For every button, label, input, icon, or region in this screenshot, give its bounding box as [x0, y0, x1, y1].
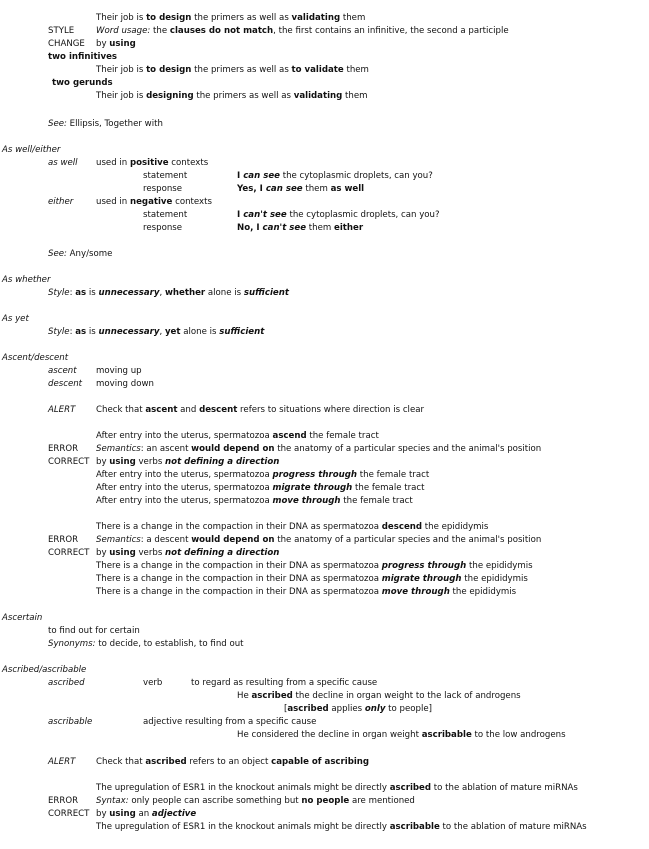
text-run: : an ascent [140, 444, 192, 454]
text-run: He [237, 691, 252, 701]
text-run: : a descent [140, 535, 192, 545]
text-run: whether [164, 288, 206, 298]
text-line [96, 444, 541, 455]
text-line [143, 210, 187, 221]
text-run: an [135, 809, 152, 819]
text-run: moving down [96, 379, 154, 389]
text-run: Semantics [96, 444, 141, 454]
text-line [96, 757, 369, 768]
text-line [48, 288, 289, 299]
text-line [96, 39, 136, 50]
text-line [96, 91, 368, 102]
text-run: two infinitives [48, 52, 118, 62]
text-run: the female tract [340, 496, 413, 506]
text-line [96, 783, 578, 794]
text-run: CHANGE [48, 39, 85, 49]
text-run: designing [146, 91, 194, 101]
text-run: CORRECT [48, 457, 90, 467]
text-line [96, 366, 142, 377]
text-run: them [302, 184, 331, 194]
text-run: to design [146, 65, 192, 75]
text-run: them [340, 13, 366, 23]
text-run: See: [48, 249, 67, 259]
text-run: Semantics [96, 535, 141, 545]
text-run: to design [146, 13, 192, 23]
text-run: ascribed [389, 783, 432, 793]
text-run: descent [48, 379, 83, 389]
text-run: to find out for certain [48, 626, 140, 636]
text-line [48, 809, 89, 820]
text-run: Their job is [96, 91, 147, 101]
text-run: , the first contains an infinitive, the second a participle [273, 26, 509, 36]
text-run: ascribable [389, 822, 440, 832]
text-run: sufficient [219, 327, 265, 337]
text-line [48, 457, 89, 468]
text-run: There is a change in the compaction in their DNA as spermatozoa [96, 574, 382, 584]
text-run: them [342, 91, 368, 101]
text-line [96, 197, 212, 208]
text-run: STYLE [48, 26, 75, 36]
text-run: alone is [205, 288, 244, 298]
text-run: by [96, 548, 110, 558]
text-line [96, 796, 415, 807]
text-run: the female tract [357, 470, 430, 480]
text-run: There is a change in the compaction in their DNA as spermatozoa [96, 522, 382, 532]
text-line [2, 314, 29, 325]
text-run: ascent [145, 405, 178, 415]
text-run: capable of ascribing [271, 757, 370, 767]
text-run: using [109, 548, 136, 558]
text-run: contexts [172, 197, 212, 207]
text-run: Check that [96, 757, 146, 767]
text-run: Ellipsis, Together with [66, 119, 163, 129]
text-run: After entry into the uterus, spermatozoa [96, 483, 273, 493]
text-run: progress through [381, 561, 467, 571]
text-line [237, 691, 521, 702]
text-run: validating [293, 91, 343, 101]
text-run: the anatomy of a particular species and the animal's position [274, 444, 542, 454]
text-run: Style [48, 327, 70, 337]
text-line [96, 587, 516, 598]
text-run: He considered the decline in organ weight [237, 730, 422, 740]
text-run: the primers as well as [191, 65, 292, 75]
text-run: not defining a direction [165, 548, 280, 558]
text-run: positive [129, 158, 169, 168]
text-run: the primers as well as [191, 13, 292, 23]
text-line [48, 39, 85, 50]
text-line [191, 678, 377, 689]
text-run: As whether [2, 275, 51, 285]
text-run: Synonyms: [48, 639, 96, 649]
text-line [96, 574, 528, 585]
text-run: Ascent/descent [2, 353, 69, 363]
text-run: , [159, 288, 165, 298]
text-run: The upregulation of ESR1 in the knockout animals might be directly [96, 822, 390, 832]
text-run: CORRECT [48, 809, 90, 819]
text-run: As well/either [2, 145, 61, 155]
text-run: sufficient [243, 288, 289, 298]
text-line [2, 613, 42, 624]
text-run: clauses do not match [169, 26, 274, 36]
text-run: statement [143, 171, 188, 181]
text-run: ascribable [48, 717, 93, 727]
text-line [2, 353, 68, 364]
text-line [2, 665, 86, 676]
text-run: the decline in organ weight to the lack of androgens [292, 691, 521, 701]
text-run: There is a change in the compaction in their DNA as spermatozoa [96, 561, 382, 571]
text-run: the cytoplasmic droplets, can you? [279, 171, 433, 181]
text-run: can't see [243, 210, 287, 220]
text-line [48, 717, 92, 728]
text-line [96, 522, 488, 533]
text-run: descend [381, 522, 423, 532]
text-line [96, 65, 369, 76]
text-line [237, 223, 363, 234]
text-line [48, 52, 117, 63]
text-run: used in [96, 197, 130, 207]
text-run: to validate [291, 65, 344, 75]
text-run: Ascertain [2, 613, 43, 623]
text-run: ascent [48, 366, 77, 376]
text-run: After entry into the uterus, spermatozoa [96, 470, 273, 480]
text-run: can see [265, 184, 303, 194]
text-run: to the low androgens [471, 730, 566, 740]
text-run: statement [143, 210, 188, 220]
text-run: ERROR [48, 796, 79, 806]
text-run: using [109, 457, 136, 467]
text-run: by [96, 809, 110, 819]
text-line [48, 327, 264, 338]
text-run: Word usage: [96, 26, 151, 36]
text-line [96, 13, 365, 24]
text-line [237, 171, 433, 182]
text-run: ALERT [48, 757, 76, 767]
text-run: the [150, 26, 170, 36]
text-run: I [237, 210, 244, 220]
text-line [96, 26, 509, 37]
text-run: descent [199, 405, 238, 415]
text-line [48, 639, 244, 650]
text-run: ascribed [145, 757, 187, 767]
text-run: using [109, 809, 136, 819]
text-line [48, 405, 75, 416]
text-run: alone is [180, 327, 220, 337]
text-run: as [75, 288, 87, 298]
text-run: either [334, 223, 364, 233]
text-run: ALERT [48, 405, 76, 415]
text-run: them [343, 65, 369, 75]
text-run: to the ablation of mature miRNAs [431, 783, 578, 793]
text-run: as [75, 327, 87, 337]
text-run: unnecessary [98, 288, 160, 298]
text-run: ascend [272, 431, 307, 441]
text-run: to decide, to establish, to find out [95, 639, 244, 649]
text-run: verb [143, 678, 163, 688]
text-line [96, 379, 154, 390]
text-line [48, 548, 89, 559]
text-line [143, 678, 162, 689]
text-run: the epididymis [449, 587, 517, 597]
text-run: refers to situations where direction is clear [237, 405, 425, 415]
text-run: ERROR [48, 444, 79, 454]
text-run: response [143, 184, 183, 194]
text-run: Ascribed/ascribable [2, 665, 87, 675]
text-run: only [364, 704, 386, 714]
text-line [48, 626, 140, 637]
text-run: can't see [262, 223, 307, 233]
text-run: is [86, 288, 99, 298]
text-run: Their job is [96, 65, 147, 75]
text-line [96, 483, 424, 494]
text-run: contexts [168, 158, 209, 168]
text-line [48, 26, 74, 37]
text-run: ascribed [287, 704, 329, 714]
text-run: After entry into the uterus, spermatozoa [96, 431, 273, 441]
text-line [237, 730, 566, 741]
text-line [96, 535, 541, 546]
text-run: the epididymis [466, 561, 533, 571]
text-run: the cytoplasmic droplets, can you? [286, 210, 440, 220]
text-run: move through [381, 587, 450, 597]
text-line [96, 809, 196, 820]
text-run: refers to an object [186, 757, 272, 767]
text-run: to the ablation of mature miRNAs [439, 822, 587, 832]
text-line [48, 757, 75, 768]
text-run: Syntax: [96, 796, 129, 806]
text-line [48, 197, 73, 208]
text-run: migrate through [381, 574, 462, 584]
text-run: yet [164, 327, 181, 337]
text-run: not defining a direction [165, 457, 280, 467]
text-run: to people] [385, 704, 433, 714]
text-run: : [69, 327, 76, 337]
text-run: the anatomy of a particular species and the animal's position [274, 535, 542, 545]
text-run: After entry into the uterus, spermatozoa [96, 496, 273, 506]
text-run: ascribed [251, 691, 293, 701]
text-line [96, 158, 208, 169]
text-line [96, 470, 429, 481]
text-line [48, 535, 78, 546]
text-run: by [96, 39, 110, 49]
text-run: [ [284, 704, 288, 714]
text-run: I [237, 171, 244, 181]
text-run: The upregulation of ESR1 in the knockout animals might be directly [96, 783, 390, 793]
text-run: Their job is [96, 13, 147, 23]
text-line [237, 184, 364, 195]
text-line [96, 822, 587, 833]
text-line [237, 210, 440, 221]
text-run: to regard as resulting from a specific cause [191, 678, 378, 688]
text-run: No, I [237, 223, 263, 233]
text-line [284, 704, 432, 715]
text-line [48, 158, 78, 169]
text-run: Any/some [66, 249, 113, 259]
text-run: validating [291, 13, 341, 23]
text-run: Yes, I [237, 184, 266, 194]
text-line [52, 78, 113, 89]
text-run: moving up [96, 366, 142, 376]
text-run: used in [96, 158, 130, 168]
text-run: migrate through [272, 483, 353, 493]
text-run: would depend on [191, 535, 275, 545]
text-line [48, 444, 78, 455]
text-line [143, 184, 182, 195]
text-run: unnecessary [98, 327, 160, 337]
text-run: the female tract [306, 431, 379, 441]
text-run: either [48, 197, 74, 207]
text-run: as well [330, 184, 365, 194]
text-run: the epididymis [461, 574, 528, 584]
text-run: Style [48, 288, 70, 298]
text-line [48, 678, 85, 689]
text-run: response [143, 223, 183, 233]
text-line [96, 496, 413, 507]
text-run: ascribable [421, 730, 472, 740]
text-run: no people [301, 796, 350, 806]
text-line [48, 119, 163, 130]
text-run: ERROR [48, 535, 79, 545]
text-line [143, 171, 187, 182]
text-line [96, 561, 533, 572]
text-line [48, 366, 77, 377]
text-run: Check that [96, 405, 146, 415]
text-line [48, 249, 112, 260]
text-line [96, 405, 424, 416]
text-run: the female tract [352, 483, 425, 493]
text-run: is [86, 327, 99, 337]
text-line [96, 431, 379, 442]
text-run: verbs [135, 548, 166, 558]
text-line [143, 223, 182, 234]
text-run: CORRECT [48, 548, 90, 558]
text-run: verbs [135, 457, 166, 467]
text-run: can see [243, 171, 280, 181]
text-run: move through [272, 496, 341, 506]
text-line [2, 275, 51, 286]
text-run: As yet [2, 314, 29, 324]
text-line [143, 717, 316, 728]
text-run: : [69, 288, 76, 298]
text-run: adjective resulting from a specific cause [143, 717, 317, 727]
text-run: progress through [272, 470, 358, 480]
text-run: the primers as well as [193, 91, 294, 101]
text-run: as well [48, 158, 78, 168]
text-run: and [177, 405, 200, 415]
text-run: applies [328, 704, 365, 714]
text-line [96, 548, 279, 559]
text-run: only people can ascribe something but [128, 796, 302, 806]
text-run: are mentioned [349, 796, 415, 806]
text-run: two gerunds [52, 78, 113, 88]
text-run: them [306, 223, 335, 233]
text-run: adjective [151, 809, 197, 819]
text-line [48, 379, 82, 390]
text-line [2, 145, 60, 156]
text-run: would depend on [191, 444, 275, 454]
text-run: There is a change in the compaction in their DNA as spermatozoa [96, 587, 382, 597]
text-run: See: [48, 119, 67, 129]
text-run: , [159, 327, 165, 337]
text-line [96, 457, 279, 468]
text-run: negative [129, 197, 173, 207]
text-run: using [109, 39, 136, 49]
text-run: by [96, 457, 110, 467]
text-run: the epididymis [422, 522, 489, 532]
text-run: ascribed [48, 678, 85, 688]
text-line [48, 796, 78, 807]
